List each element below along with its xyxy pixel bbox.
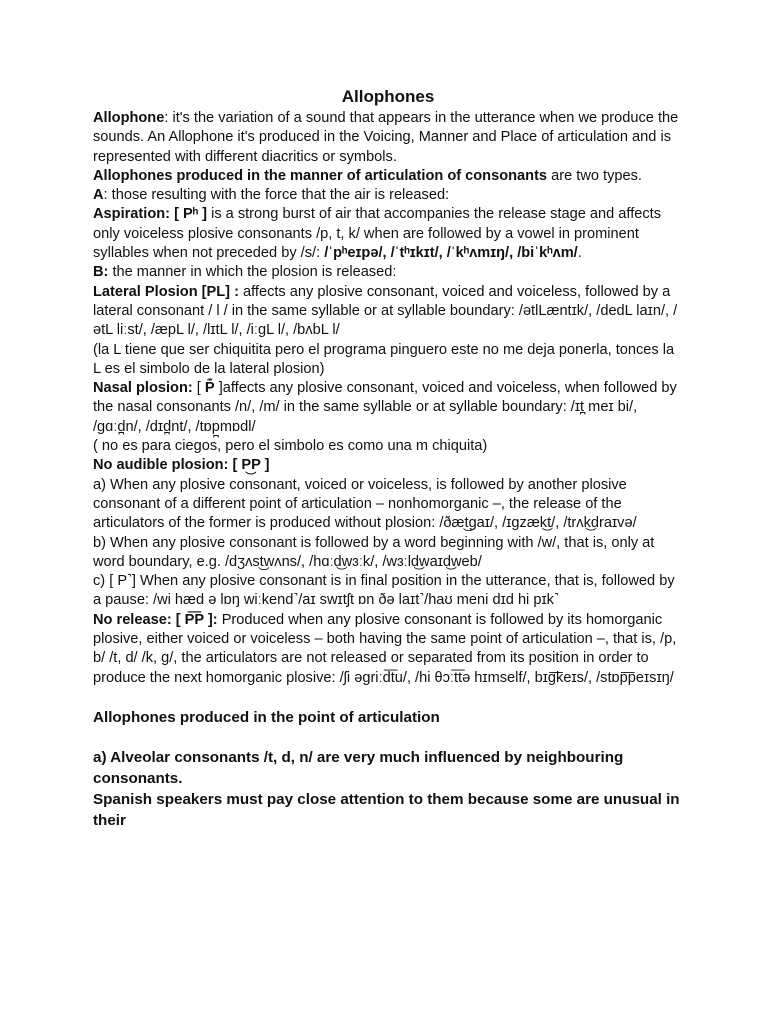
paragraph-no-audible-c: c) [ P˺] When any plosive consonant is in final position in the utterance, that is, followed by a pause: /wi hæd ə lɒŋ wiːkend˺/aɪ swɪtʃt ɒn ðə laɪt˺/haʊ meni dɪd hi pɪk˺ bbox=[93, 573, 675, 609]
paragraph-nasal-note: ( no es para ciegos, pero el simbolo es como una m chiquita) bbox=[93, 438, 488, 455]
examples: /ˈpʰeɪpə/, /ˈtʰɪkɪt/, /ˈkʰʌmɪŋ/, /biˈkʰʌm/ bbox=[324, 245, 578, 262]
paragraph-no-audible-a: a) When any plosive consonant, voiced or voiceless, is followed by another plosive consonant of a different point of articulation – nonhomorganic –, the release of the articulators of the former is produced without plosion: /ðæt͜gaɪ/, /ɪgzæk͜t/, /trʌk͜draɪvə/ bbox=[93, 476, 637, 532]
paragraph-no-release bbox=[93, 611, 683, 688]
text: are two types. bbox=[547, 167, 642, 184]
term: No release: [ P͞P ]: bbox=[93, 611, 218, 628]
subheading-alveolar-consonants: a) Alveolar consonants /t, d, n/ are very much influenced by neighbouring consonants. bbox=[93, 748, 624, 787]
paragraph-type-b bbox=[93, 263, 683, 282]
text: is a strong burst of air that accompanies the release stage and affects only voiceless plosive consonants /p, t, k/ when are followed by a vowel in prominent syllables when not preceded by /s/: bbox=[93, 206, 662, 262]
term: Nasal plosion: bbox=[93, 380, 193, 397]
term: Allophone bbox=[93, 110, 165, 126]
symbol: P͊ bbox=[204, 380, 215, 397]
page-title: Allophones bbox=[341, 87, 435, 106]
text: [ bbox=[192, 380, 205, 397]
paragraph-lateral-note: (la L tiene que ser chiquitita pero el programa pinguero este no me deja ponerla, tonces la L es el simbolo de la lateral plosion) bbox=[93, 341, 675, 377]
text: the manner in which the plosion is released: bbox=[108, 264, 397, 281]
paragraph-lateral-plosion bbox=[93, 283, 683, 341]
text: : those resulting with the force that the air is released: bbox=[103, 187, 450, 204]
paragraph-no-audible-plosion bbox=[93, 456, 683, 475]
paragraph-manner-intro bbox=[93, 167, 683, 186]
section-heading-point-of-articulation: Allophones produced in the point of articulation bbox=[93, 708, 440, 726]
paragraph-allophone-definition bbox=[93, 109, 683, 167]
text: : it's the variation of a sound that appears in the utterance when we produce the sounds. An Allophone it's produced in the Voicing, Manner and Place of articulation and is represented with different diacritics or symbols. bbox=[93, 110, 679, 165]
subheading-spanish-speakers: Spanish speakers must pay close attention to them because some are unusual in their bbox=[93, 790, 680, 829]
spacer bbox=[93, 688, 683, 707]
term: Aspiration: [ Pʰ ] bbox=[93, 206, 208, 223]
paragraph-nasal-plosion bbox=[93, 379, 683, 437]
text-rest: ]affects any plosive consonant, voiced and voiceless, when followed by the nasal consonants /n/, /m/ in the same syllable or at syllable boundary: /ɪt̪ meɪ bi/, /gɑːd̪n/, /dɪd̪nt/, /tɒp̪mɒdl/ bbox=[93, 380, 677, 435]
text-end: . bbox=[577, 245, 582, 262]
term: Allophones produced in the manner of articulation of consonants bbox=[93, 167, 548, 184]
document-body bbox=[93, 86, 683, 831]
paragraph-aspiration bbox=[93, 205, 683, 263]
paragraph-type-a bbox=[93, 186, 683, 205]
term: Lateral Plosion [PL] : bbox=[93, 283, 239, 300]
term: B: bbox=[93, 264, 109, 281]
term: No audible plosion: [ P͜P ] bbox=[93, 457, 270, 474]
term: A bbox=[93, 187, 104, 204]
paragraph-no-audible-b: b) When any plosive consonant is followed by a word beginning with /w/, that is, only at word boundary, e.g. /dʒʌst͜wʌns/, /hɑːd͜wɜːk/, /wɜːld͜waɪd͜web/ bbox=[93, 534, 655, 570]
text: Produced when any plosive consonant is followed by its homorganic plosive, either voiced or voiceless – both having the same point of articulation –, that is, /p, b/ /t, d/ /k, g/, the articulators are not released or separated from its position in order to produce the next homorganic plosive: /ʃi əgriːd͞tu/, /hi θɔːt͞tə hɪmself/, bɪg͞keɪs/, /stɒp͞peɪsɪŋ/ bbox=[93, 611, 677, 686]
text: affects any plosive consonant, voiced and voiceless, followed by a lateral consonant / l / in the same syllable or at syllable boundary: /ətlLæntɪk/, /dedL laɪn/, /ətL liːst/, /æpL l/, /lɪtL l/, /iːgL l/, /bʌbL l/ bbox=[93, 283, 678, 339]
spacer bbox=[93, 728, 683, 747]
